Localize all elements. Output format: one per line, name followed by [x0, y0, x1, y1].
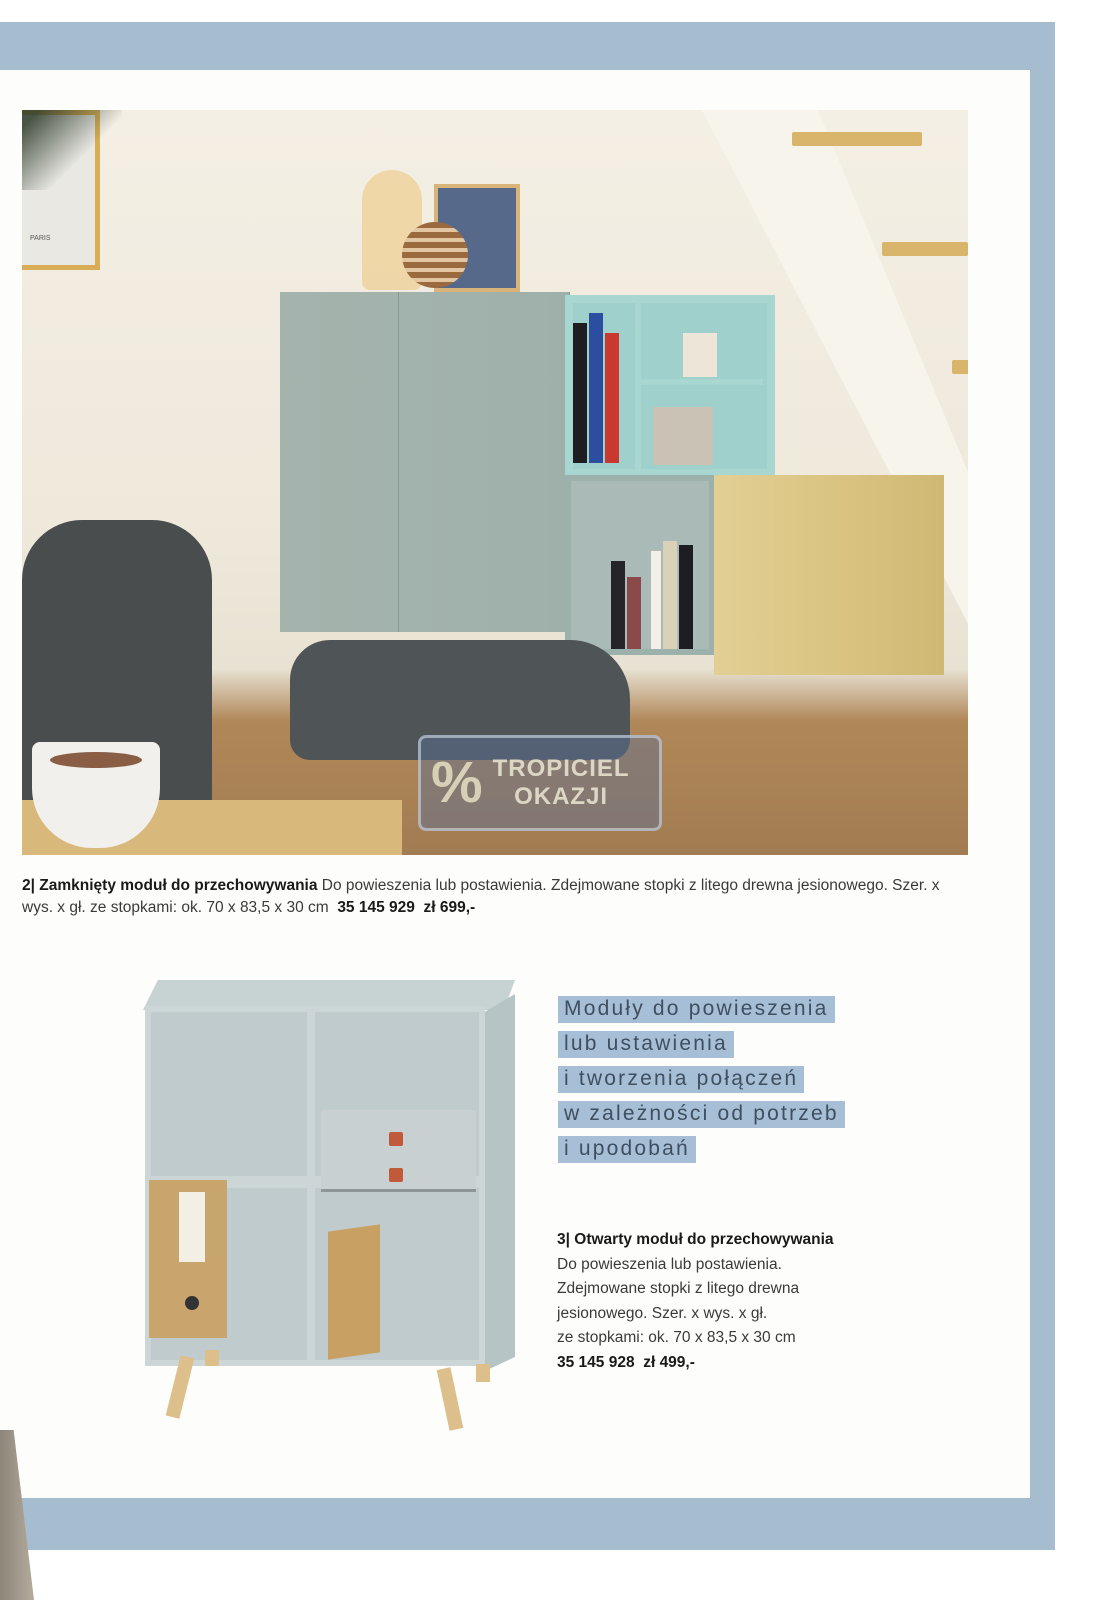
open-storage-module-photo	[143, 980, 518, 1420]
product-2-number: 2|	[22, 877, 35, 894]
product-3-description-line: Zdejmowane stopki z litego drewna	[557, 1280, 800, 1297]
stair-step	[952, 360, 968, 374]
headline-line: i tworzenia połączeń	[558, 1066, 804, 1093]
product-2-price: zł 699,-	[423, 899, 476, 916]
product-3-code: 35 145 928	[557, 1353, 635, 1371]
product-3-price: zł 499,-	[643, 1353, 695, 1371]
watermark-line1: TROPICIEL	[492, 755, 630, 783]
book	[651, 551, 661, 649]
product-2-caption	[22, 875, 942, 919]
wooden-leg	[205, 1350, 219, 1366]
stair-step	[792, 132, 922, 146]
shelf-divider	[635, 303, 641, 469]
book	[589, 313, 603, 463]
magazine-file	[328, 1224, 380, 1359]
binder-finger-hole	[185, 1296, 199, 1310]
headline-line: w zależności od potrzeb	[558, 1101, 845, 1128]
book	[605, 333, 619, 463]
headline-line: i upodobań	[558, 1136, 696, 1163]
product-2-code: 35 145 929	[337, 899, 415, 916]
product-2-description: Do powieszenia lub postawienia. Zdejmowane stopki z litego drewna jesionowego. Szer. x wys. x gł. ze stopkami: ok. 70 x 83,5 x 30 cm	[22, 877, 940, 916]
shelf-side	[483, 994, 515, 1372]
tray-knob	[389, 1132, 403, 1146]
product-3-description-line: jesionowego. Szer. x wys. x gł.	[557, 1304, 768, 1322]
product-3-description-line: ze stopkami: ok. 70 x 83,5 x 30 cm	[557, 1329, 796, 1346]
document-trays	[321, 1110, 476, 1192]
palm-leaves	[22, 110, 122, 190]
book	[573, 323, 587, 463]
book	[663, 541, 677, 649]
product-3-description-line: Do powieszenia lub postawienia.	[557, 1255, 782, 1273]
headline	[558, 996, 938, 1171]
binder-label	[179, 1192, 205, 1262]
wooden-storage-module	[714, 475, 944, 675]
wooden-lamp	[402, 222, 468, 288]
product-3-title: Otwarty moduł do przechowywania	[574, 1231, 834, 1248]
percent-icon: %	[431, 750, 483, 815]
storage-box	[653, 407, 713, 465]
page-frame-top	[0, 22, 1055, 70]
open-storage-module-mint	[565, 295, 775, 477]
jar	[683, 333, 717, 377]
open-storage-module-grey	[565, 475, 715, 655]
ring-binder	[149, 1180, 227, 1338]
poster-text: PARIS	[30, 235, 51, 242]
tray-knob	[389, 1168, 403, 1182]
headline-line: Moduły do powieszenia	[558, 996, 835, 1023]
stair-step	[882, 242, 968, 256]
wooden-leg	[476, 1364, 490, 1382]
product-2-title: Zamknięty moduł do przechowywania	[39, 877, 318, 894]
watermark-line2: OKAZJI	[514, 783, 609, 810]
page-frame-bottom	[0, 1498, 1055, 1550]
watermark-logo	[418, 735, 662, 831]
book	[679, 545, 693, 649]
shelf-board	[641, 379, 763, 385]
product-3-number: 3|	[557, 1231, 570, 1248]
closed-storage-module	[280, 292, 570, 632]
page-frame-right	[1030, 22, 1055, 1544]
book	[611, 561, 625, 649]
product-3-caption	[557, 1228, 937, 1375]
book	[627, 577, 641, 649]
headline-line: lub ustawienia	[558, 1031, 734, 1058]
